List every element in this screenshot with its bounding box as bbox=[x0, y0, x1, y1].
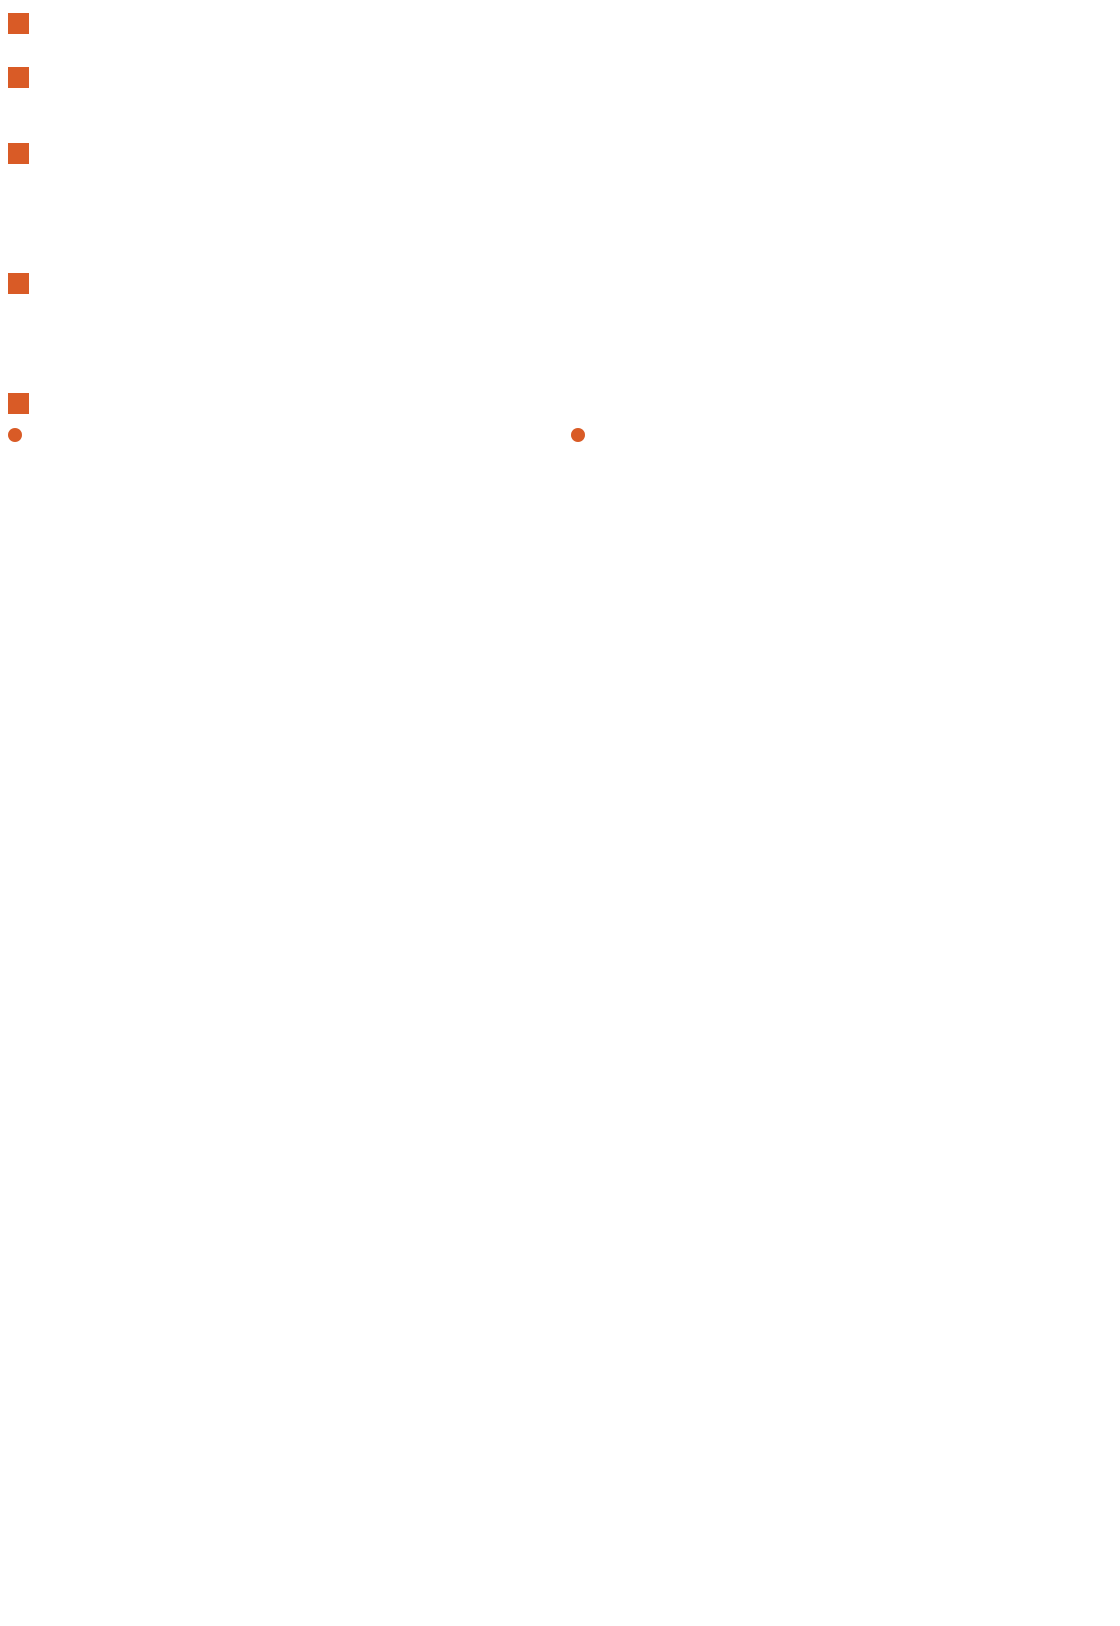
three-phase-plot bbox=[531, 454, 1091, 1029]
inertia-page-ref bbox=[10, 306, 1120, 326]
section-gear-motor-torque bbox=[8, 10, 1120, 34]
section-marker-icon bbox=[8, 13, 29, 34]
single-phase-plot bbox=[0, 454, 560, 1029]
section-marker-icon bbox=[8, 273, 29, 294]
section-marker-icon bbox=[8, 143, 29, 164]
section-load-inertia bbox=[8, 270, 1120, 294]
chart-title bbox=[571, 428, 598, 442]
bullet-dot-icon bbox=[8, 428, 22, 442]
chart-title bbox=[8, 428, 35, 442]
section-start-brake-characteristics bbox=[8, 390, 1120, 414]
bullet-dot-icon bbox=[571, 428, 585, 442]
characteristics-charts bbox=[0, 426, 1120, 1036]
chart-single-phase bbox=[0, 426, 560, 1036]
link-row-gearhead bbox=[10, 214, 1120, 254]
section-marker-icon bbox=[8, 67, 29, 88]
section-hoisting-axial-load bbox=[8, 140, 1120, 164]
chart-three-phase bbox=[531, 426, 1120, 1036]
reference-links bbox=[10, 174, 1120, 254]
link-row-motor bbox=[10, 174, 1120, 214]
section-marker-icon bbox=[8, 393, 29, 414]
section-allowance-torque-unit bbox=[8, 64, 1120, 88]
